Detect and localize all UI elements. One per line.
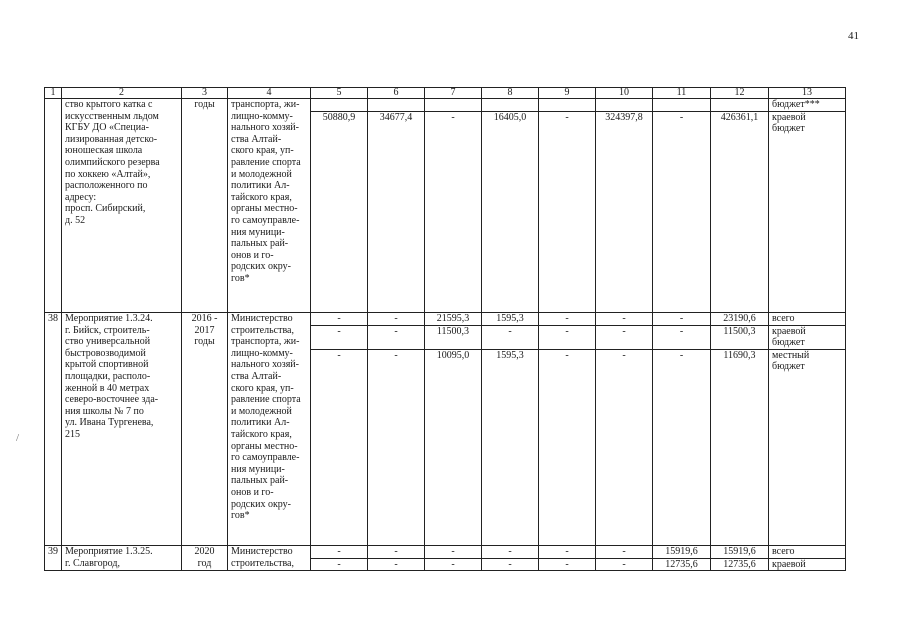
value-cell: -: [596, 325, 653, 349]
value-cell: -: [539, 546, 596, 559]
value-cell: -: [539, 325, 596, 349]
header-cell: 8: [482, 88, 539, 99]
value-cell: -: [596, 558, 653, 571]
value-cell: [539, 99, 596, 112]
row-number-cell: 38: [45, 313, 62, 546]
value-cell: 11500,3: [425, 325, 482, 349]
value-cell: -: [653, 111, 711, 312]
measure-name-cell: Мероприятие 1.3.24. г. Бийск, строитель- ство универсальной быстровозводимой крытой спортивной площадки, располо- женной в 40 метрах северо-восточнее зда- ния школы № 7 по ул. Ивана Тургенева, 215: [62, 313, 182, 546]
executor-cell: Министерство строительства, транспорта, жи- лищно-комму- нального хозяй- ства Алтай- ского края, уп- равление спорта и молодежной политики Ал- тайского края, органы местно- го самоуправле- ния муници- пальных рай- онов и го- родских окру- гов*: [228, 313, 311, 546]
value-cell: 10095,0: [425, 349, 482, 545]
value-cell: -: [596, 313, 653, 326]
header-cell: 7: [425, 88, 482, 99]
value-cell: 11500,3: [711, 325, 769, 349]
value-cell: -: [425, 558, 482, 571]
header-cell: 5: [311, 88, 368, 99]
value-cell: -: [368, 325, 425, 349]
source-cell: краевой: [769, 558, 846, 571]
value-cell: -: [596, 349, 653, 545]
value-cell: 12735,6: [653, 558, 711, 571]
table-row: [45, 313, 846, 326]
table-row: [45, 99, 846, 112]
executor-cell: транспорта, жи- лищно-комму- нального хозяй- ства Алтай- ского края, уп- равление спорта и молодежной политики Ал- тайского края, органы местно- го самоуправле- ния муници- пальных рай- онов и го- родских окру- гов*: [228, 99, 311, 313]
value-cell: 16405,0: [482, 111, 539, 312]
value-cell: -: [539, 558, 596, 571]
value-cell: 15919,6: [653, 546, 711, 559]
value-cell: -: [311, 325, 368, 349]
period-cell: 2016 - 2017 годы: [182, 313, 228, 546]
value-cell: 324397,8: [596, 111, 653, 312]
value-cell: 1595,3: [482, 313, 539, 326]
value-cell: -: [311, 546, 368, 559]
value-cell: 11690,3: [711, 349, 769, 545]
value-cell: -: [425, 546, 482, 559]
program-table: [44, 87, 846, 571]
source-cell: всего: [769, 546, 846, 559]
value-cell: -: [653, 349, 711, 545]
row-number-cell: 39: [45, 546, 62, 571]
period-cell: годы: [182, 99, 228, 313]
header-cell: 6: [368, 88, 425, 99]
executor-cell: Министерство строительства,: [228, 546, 311, 571]
value-cell: [596, 99, 653, 112]
value-cell: [711, 99, 769, 112]
value-cell: [311, 99, 368, 112]
stray-mark: /: [16, 432, 20, 444]
header-cell: 1: [45, 88, 62, 99]
value-cell: -: [482, 325, 539, 349]
header-cell: 9: [539, 88, 596, 99]
table-row: [45, 546, 846, 559]
value-cell: -: [482, 558, 539, 571]
header-cell: 10: [596, 88, 653, 99]
header-cell: 12: [711, 88, 769, 99]
value-cell: [482, 99, 539, 112]
value-cell: -: [311, 558, 368, 571]
value-cell: -: [596, 546, 653, 559]
value-cell: 1595,3: [482, 349, 539, 545]
value-cell: -: [311, 313, 368, 326]
header-cell: 3: [182, 88, 228, 99]
source-cell: краевой бюджет: [769, 325, 846, 349]
value-cell: -: [539, 313, 596, 326]
header-cell: 13: [769, 88, 846, 99]
value-cell: 426361,1: [711, 111, 769, 312]
source-cell: местный бюджет: [769, 349, 846, 545]
value-cell: -: [311, 349, 368, 545]
header-cell: 4: [228, 88, 311, 99]
value-cell: -: [368, 349, 425, 545]
row-number-cell: [45, 99, 62, 313]
value-cell: -: [482, 546, 539, 559]
measure-name-cell: ство крытого катка с искусственным льдом КГБУ ДО «Специа- лизированная детско- юношеская школа олимпийского резерва по хоккею «Алтай», расположенного по адресу: просп. Сибирский, д. 52: [62, 99, 182, 313]
header-row: [45, 88, 846, 99]
value-cell: -: [539, 349, 596, 545]
value-cell: 50880,9: [311, 111, 368, 312]
value-cell: -: [653, 325, 711, 349]
value-cell: -: [539, 111, 596, 312]
value-cell: -: [425, 111, 482, 312]
source-cell: всего: [769, 313, 846, 326]
value-cell: 23190,6: [711, 313, 769, 326]
value-cell: [425, 99, 482, 112]
header-cell: 11: [653, 88, 711, 99]
value-cell: 21595,3: [425, 313, 482, 326]
value-cell: -: [368, 313, 425, 326]
period-cell: 2020 год: [182, 546, 228, 571]
value-cell: [653, 99, 711, 112]
value-cell: [368, 99, 425, 112]
source-cell: краевой бюджет: [769, 111, 846, 312]
header-cell: 2: [62, 88, 182, 99]
value-cell: 12735,6: [711, 558, 769, 571]
source-cell: бюджет***: [769, 99, 846, 112]
measure-name-cell: Мероприятие 1.3.25. г. Славгород,: [62, 546, 182, 571]
value-cell: 15919,6: [711, 546, 769, 559]
value-cell: -: [368, 546, 425, 559]
page-number: 41: [848, 30, 859, 42]
value-cell: 34677,4: [368, 111, 425, 312]
value-cell: -: [368, 558, 425, 571]
value-cell: -: [653, 313, 711, 326]
